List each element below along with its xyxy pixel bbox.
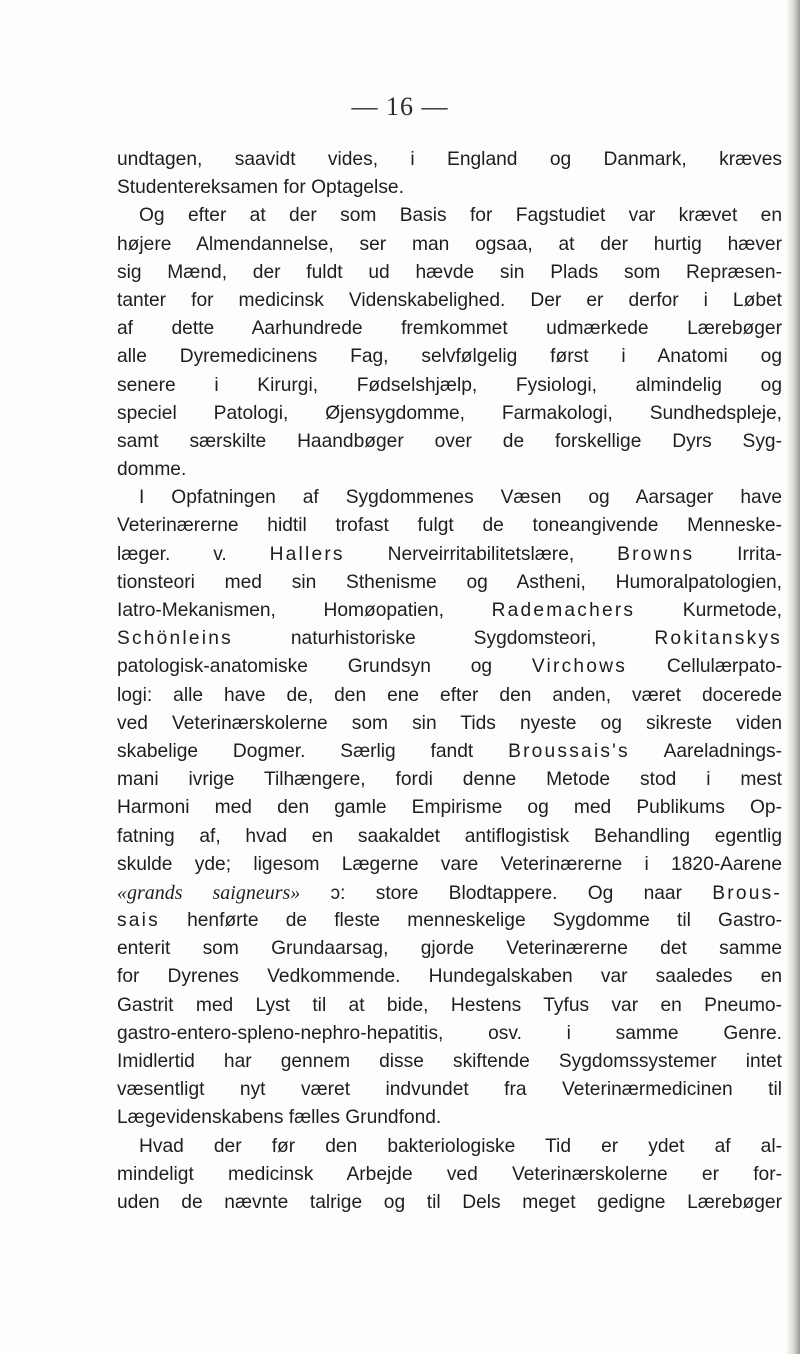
text-line: Imidlertid har gennem disse skiftende Sygdomssystemer intet [117,1051,782,1072]
text-line: Harmoni med den gamle Empirisme og med Publikums Op- [117,797,782,819]
text-line: senere i Kirurgi, Fødselshjælp, Fysiologi, almindelig og [117,374,782,396]
text-line: fatning af, hvad en saakaldet antiflogistisk Behandling egentlig [117,825,782,847]
author-name: Rademachers [491,600,636,621]
text-line: Og efter at der som Basis for Fagstudiet var krævet en [139,205,782,227]
text-line [117,541,782,569]
page-number: — 16 — [351,92,449,121]
text-line [117,625,782,653]
text-line [117,738,782,766]
text-line: højere Almendannelse, ser man ogsaa, at der hurtig hæver [117,233,782,255]
text-fragment: Kurmetode, [682,600,782,621]
text-fragment: v. [213,543,227,565]
text-line: I Opfatningen af Sygdommenes Væsen og Aarsager have [139,487,782,509]
body-text [117,146,782,1217]
author-name: Schönleins [117,628,233,650]
italic-phrase: «grands saigneurs» [117,881,301,904]
text-fragment: læger. [117,543,171,565]
author-name: Virchows [531,656,627,678]
text-line: skulde yde; ligesom Lægerne vare Veterinærerne i 1820-Aarene [117,853,782,875]
author-name: Rokitanskys [654,628,782,650]
text-line: enterit som Grundaarsag, gjorde Veterinærerne det samme [117,938,782,960]
text-fragment: Cellulærpato- [666,656,782,678]
text-line: ved Veterinærskolerne som sin Tids nyeste og sikreste viden [117,712,782,734]
text-fragment: Irrita- [737,543,782,565]
text-line: sig Mænd, der fuldt ud hævde sin Plads som Repræsen- [117,261,782,283]
text-line: Gastrit med Lyst til at bide, Hestens Tyfus var en Pneumo- [117,994,782,1016]
author-name: Browns [617,543,695,565]
text-line: mani ivrige Tilhængere, fordi denne Metode stod i mest [117,769,782,791]
text-line [117,879,782,907]
text-fragment: patologisk-anatomiske Grundsyn og [117,656,493,678]
text-line [117,597,782,625]
text-line: væsentligt nyt været indvundet fra Veterinærmedicinen til [117,1079,782,1101]
text-line: logi: alle have de, den ene efter den anden, været docerede [117,684,782,706]
text-fragment: naturhistoriske Sygdomsteori, [290,628,597,650]
text-line: uden de nævnte talrige og til Dels meget gedigne Lærebøger [117,1191,782,1213]
text-line: mindeligt medicinsk Arbejde ved Veterinærskolerne er for- [117,1163,782,1185]
author-name: sais [117,910,160,932]
text-fragment: skabelige Dogmer. Særlig fandt [117,740,474,762]
text-line: tanter for medicinsk Videnskabelighed. Der er derfor i Løbet [117,289,782,311]
text-line: undtagen, saavidt vides, i England og Danmark, kræves [117,149,782,170]
author-name: Hallers [269,543,345,565]
text-fragment: henførte de fleste menneskelige Sygdomme til Gastro- [187,910,782,932]
text-line: Studentereksamen for Optagelse. [117,177,404,199]
text-fragment: Nerveirritabilitetslære, [387,543,575,565]
text-line: samt særskilte Haandbøger over de forskellige Dyrs Syg- [117,430,782,452]
text-line: af dette Aarhundrede fremkommet udmærkede Lærebøger [117,318,782,340]
author-name: Brous- [712,882,782,904]
author-name: Broussais's [508,740,630,762]
text-line: tionsteori med sin Sthenisme og Astheni, Humoralpatologien, [117,571,782,593]
page-edge-shadow [786,0,800,1354]
text-fragment: ɔ: store Blodtappere. Og naar [330,882,682,904]
text-line: alle Dyremedicinens Fag, selvfølgelig først i Anatomi og [117,346,782,368]
text-line: speciel Patologi, Øjensygdomme, Farmakologi, Sundhedspleje, [117,402,782,424]
text-line: Veterinærerne hidtil trofast fulgt de toneangivende Menneske- [117,515,782,537]
text-fragment: Aareladnings- [663,740,782,762]
text-line: domme. [117,459,187,481]
text-fragment: Iatro-Mekanismen, Homøopatien, [117,600,444,621]
text-line: Lægevidenskabens fælles Grundfond. [117,1107,442,1129]
text-line: Hvad der før den bakteriologiske Tid er ydet af al- [139,1135,782,1157]
text-line [117,907,782,935]
text-line: gastro-entero-spleno-nephro-hepatitis, osv. i samme Genre. [117,1022,782,1044]
text-line [117,653,782,681]
text-line: for Dyrenes Vedkommende. Hundegalskaben var saaledes en [117,966,782,988]
